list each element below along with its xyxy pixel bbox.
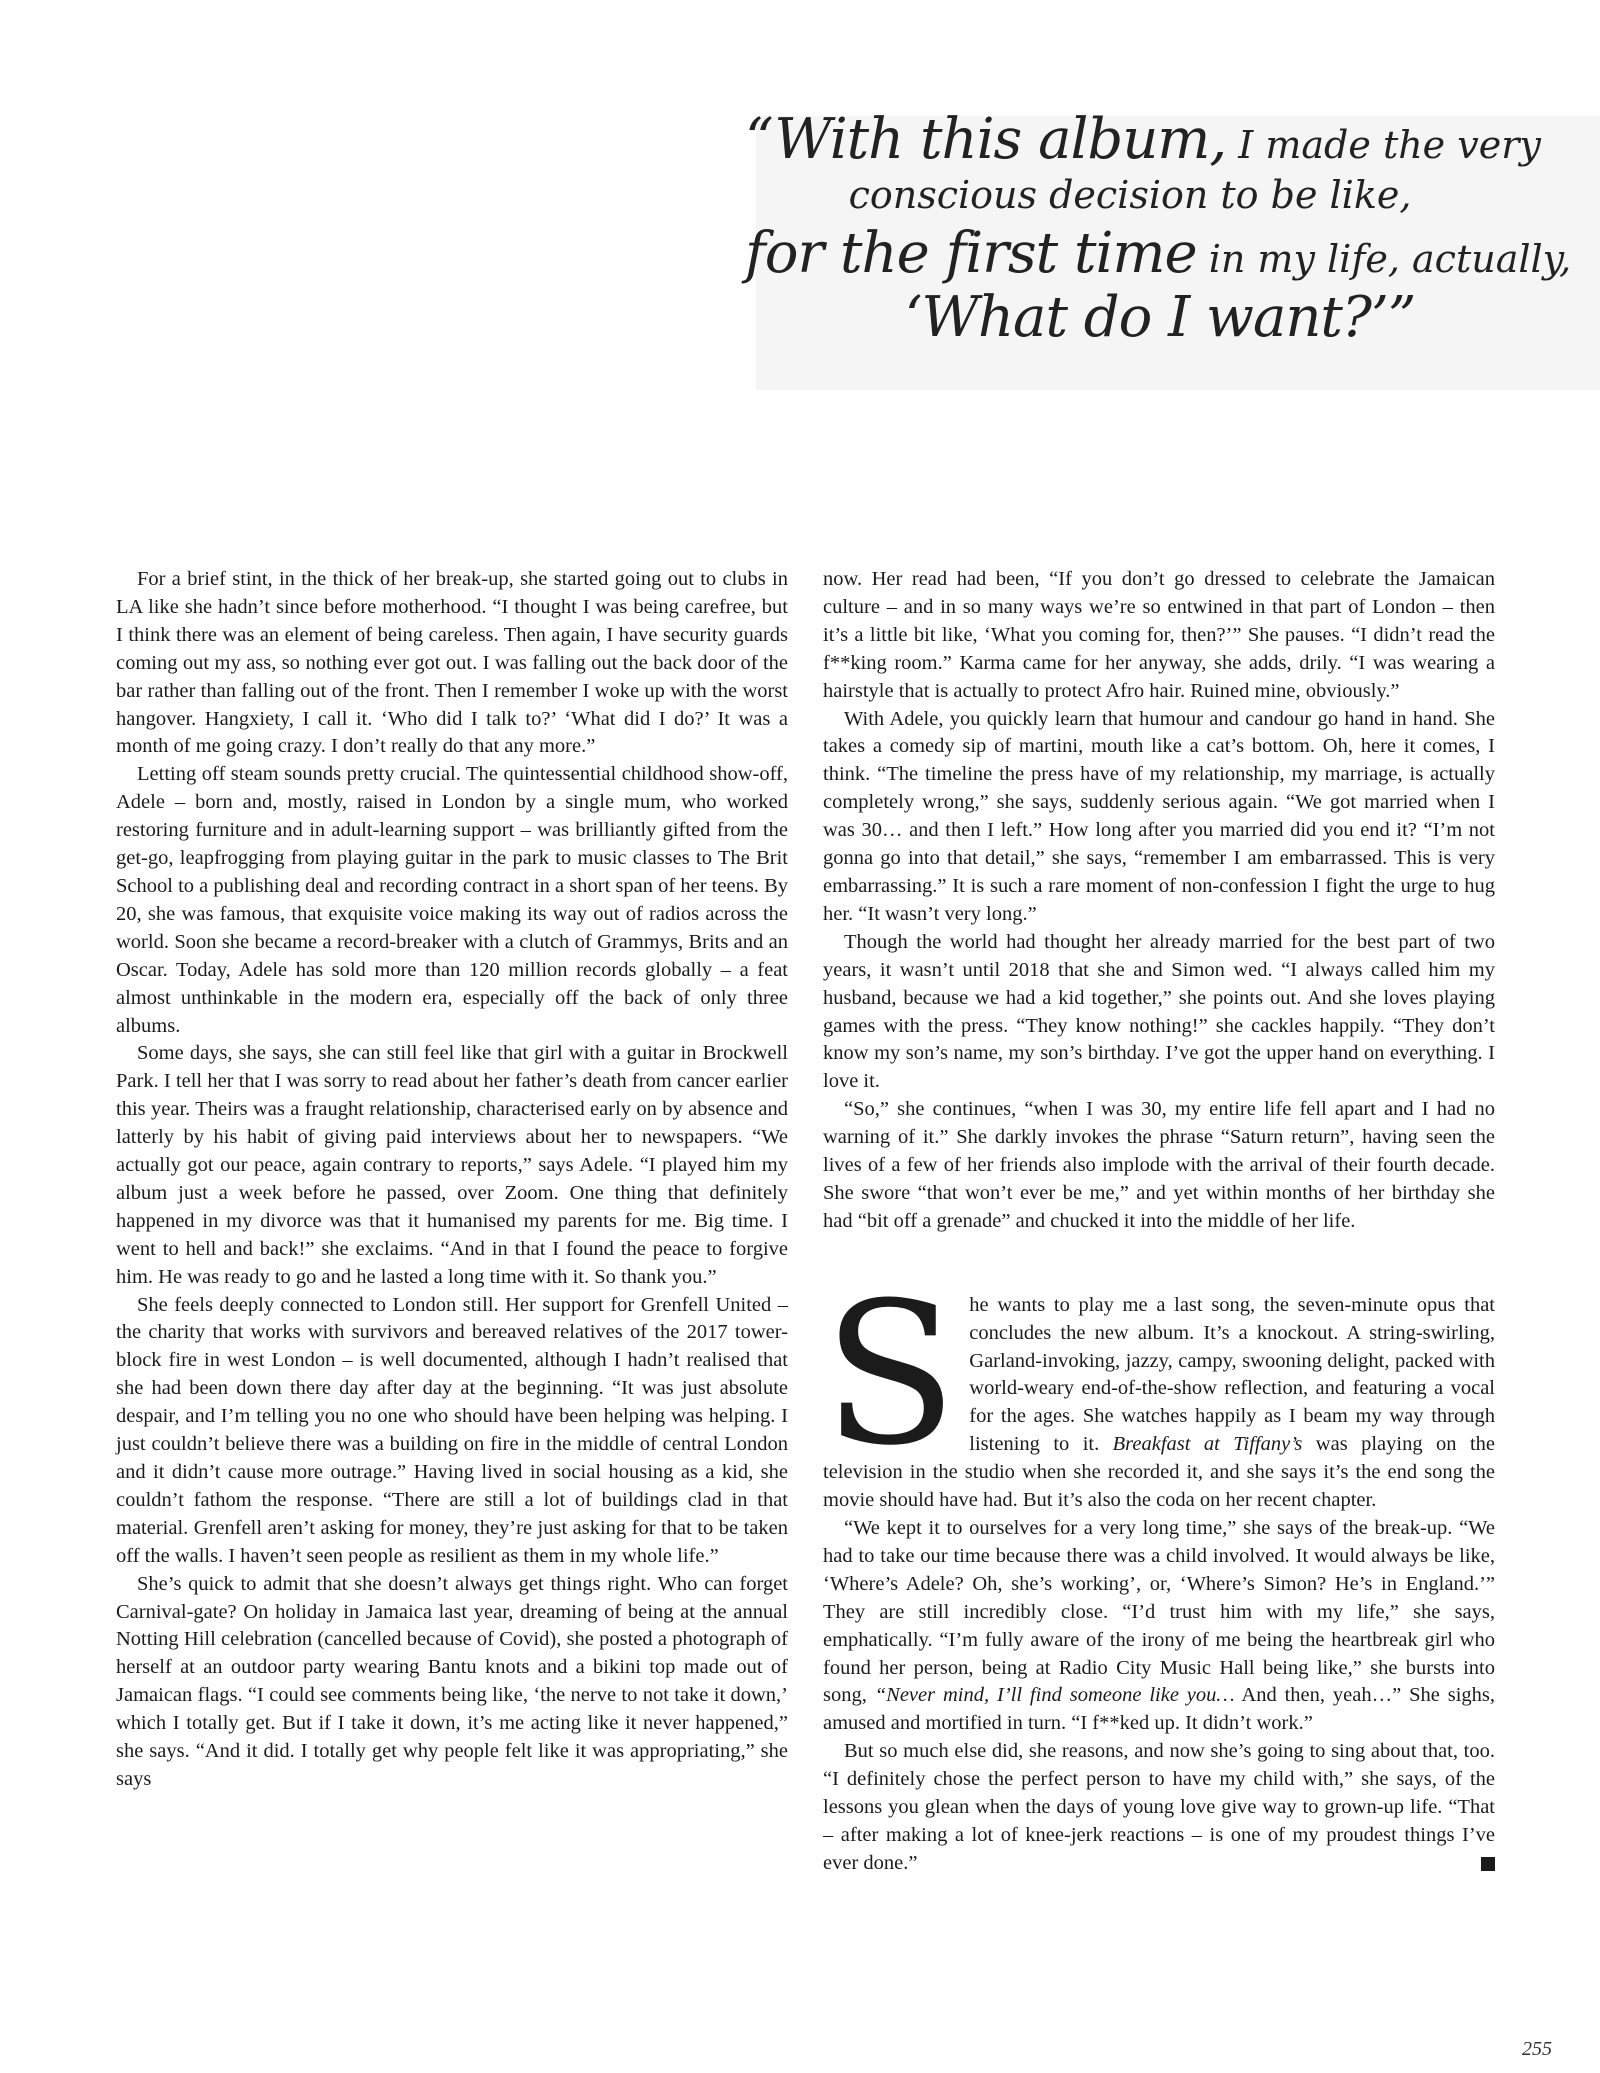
pull-quote-line <box>745 220 1572 287</box>
paragraph: Some days, she says, she can still feel like that girl with a guitar in Brockwell Park. I tell her that I was sorry to read about her father’s death from cancer earlier this year. Theirs was a fraught relationship, characterised early on by absence and latterly by his habit of giving paid interviews about her to newspapers. “We actually got our peace, again contrary to reports,” says Adele. “I played him my album just a week before he passed, over Zoom. One thing that definitely happened in my divorce was that it humanised my parents for me. Big time. I went to hell and back!” she exclaims. “And in that I found the peace to forgive him. He was ready to go and he lasted a long time with it. So thank you.” <box>116 1042 788 1288</box>
pull-quote-text: I made the very <box>1226 123 1541 167</box>
pull-quote-text: in my life, actually, <box>1196 236 1572 281</box>
pull-quote-line: ‘What do I want?’” <box>904 285 1416 351</box>
paragraph: For a brief stint, in the thick of her break-up, she started going out to clubs in LA like she hadn’t since before motherhood. “I thought I was being carefree, but I think there was an element of being careless. Then again, I have security guards coming out my ass, so nothing ever got out. I was falling out the back door of the bar rather than falling out of the front. Then I remember I woke up with the worst hangover. Hangxiety, I call it. ‘Who did I talk to?’ ‘What did I do?’ It was a month of me going crazy. I don’t really do that any more.” <box>116 568 788 758</box>
paragraph <box>823 1515 1495 1738</box>
paragraph-text: was playing on the television in the studio when she recorded it, and she says it’s the end song the movie should have had. But it’s also the coda on her recent chapter. <box>823 1433 1495 1512</box>
paragraph <box>823 1738 1495 1878</box>
pull-quote-line: conscious decision to be like, <box>848 173 1412 218</box>
paragraph: Letting off steam sounds pretty crucial. The quintessential childhood show-off, Adele – born and, mostly, raised in London by a single mum, who worked restoring furniture and in adult-learning support – was brilliantly gifted from the get-go, leapfrogging from playing guitar in the park to music classes to The Brit School to a publishing deal and recording contract in a short span of her teens. By 20, she was famous, that exquisite voice making its way out of radios across the world. Soon she became a record-breaker with a clutch of Grammys, Brits and an Oscar. Today, Adele has sold more than 120 million records globally – a feat almost unthinkable in the modern era, especially off the back of only three albums. <box>116 763 788 1037</box>
pull-quote-emphasis: “With this album, <box>745 107 1227 172</box>
page-number: 255 <box>1522 2038 1552 2060</box>
drop-cap: S <box>823 1260 958 1489</box>
paragraph: Though the world had thought her already married for the best part of two years, it wasn’t until 2018 that she and Simon wed. “I always called him my husband, because we had a kid together,” she points out. And she loves playing games with the press. “They know nothing!” she cackles happily. “They don’t know my son’s name, my son’s birthday. I’ve got the upper hand on everything. I love it. <box>823 930 1495 1093</box>
paragraph: “So,” she continues, “when I was 30, my entire life fell apart and I had no warning of it.” She darkly invokes the phrase “Saturn return”, having seen the lives of a few of her friends also implode with the arrival of their fourth decade. She swore “that won’t ever be me,” and yet within months of her birthday she had “bit off a grenade” and chucked it into the middle of her life. <box>823 1098 1495 1232</box>
end-mark-icon <box>1481 1857 1495 1871</box>
paragraph: now. Her read had been, “If you don’t go dressed to celebrate the Jamaican culture – and in so many ways we’re so entwined in that part of London – then it’s a little bit like, ‘What you coming for, then?’” She pauses. “I didn’t read the f**king room.” Karma came for her anyway, she adds, drily. “I was wearing a hairstyle that is actually to protect Afro hair. Ruined mine, obviously.” <box>823 568 1495 702</box>
paragraph-text: But so much else did, she reasons, and now she’s going to sing about that, too. “I definitely chose the perfect person to have my child with,” she says, of the lessons you glean when the days of young love give way to grown-up life. “That – after making a lot of knee-jerk reactions – is one of my proudest things I’ve ever done.” <box>823 1740 1495 1874</box>
article-column-right <box>823 566 1495 1878</box>
paragraph-text: And then, yeah…” She sighs, amused and mortified in turn. “I f**ked up. It didn’t work.” <box>823 1684 1495 1735</box>
song-lyric: “Never mind, I’ll find someone like you… <box>874 1684 1235 1707</box>
paragraph: With Adele, you quickly learn that humour and candour go hand in hand. She takes a comedy sip of martini, mouth like a cat’s bottom. Oh, here it comes, I think. “The timeline the press have of my relationship, my marriage, is actually completely wrong,” she says, suddenly serious again. “We got married when I was 30… and then I left.” How long after you married did you end it? “I’m not gonna go into that detail,” she says, “remember I am embarrassed. This is very embarrassing.” It is such a rare moment of non-confession I fight the urge to hug her. “It wasn’t very long.” <box>823 707 1495 925</box>
paragraph-text: “We kept it to ourselves for a very long time,” she says of the break-up. “We had to take our time because there was a child involved. It would always be like, ‘Where’s Adele? Oh, she’s working’, or, ‘Where’s Simon? He’s in England.’” They are still incredibly close. “I’d trust him with my life,” she says, emphatically. “I’m fully aware of the irony of me being the heartbreak girl who found her person, being at Radio City Music Hall being like,” she bursts into song, <box>823 1517 1495 1707</box>
film-title: Breakfast at Tiffany’s <box>1112 1433 1303 1456</box>
pull-quote-line <box>745 107 1541 172</box>
pull-quote-emphasis: for the first time <box>745 220 1197 286</box>
paragraph: She feels deeply connected to London still. Her support for Grenfell United – the charity that works with survivors and bereaved relatives of the 2017 tower-block fire in west London – is well documented, although I hadn’t realised that she had been down there day after day at the beginning. “It was just absolute despair, and I’m telling you no one who should have been helping was helping. I just couldn’t believe there was a building on fire in the middle of central London and it didn’t cause more outrage.” Having lived in social housing as a kid, she couldn’t fathom the response. “There are still a lot of buildings clad in that material. Grenfell aren’t asking for money, they’re just asking for that to be taken off the walls. I haven’t seen people as resilient as them in my whole life.” <box>116 1293 788 1567</box>
paragraph: She’s quick to admit that she doesn’t always get things right. Who can forget Carnival-gate? On holiday in Jamaica last year, dreaming of being at the annual Notting Hill celebration (cancelled because of Covid), she posted a photograph of herself at an outdoor party wearing Bantu knots and a bikini top made out of Jamaican flags. “I could see comments being like, ‘the nerve to not take it down,’ which I totally get. But if I take it down, it’s me acting like it never happened,” she says. “And it did. I totally get why people felt like it was appropriating,” she says <box>116 1572 788 1790</box>
article-column-left <box>116 566 788 1794</box>
paragraph-text: he wants to play me a last song, the seven-minute opus that concludes the new album. It’s a knockout. A string-swirling, Garland-invoking, jazzy, campy, swooning delight, packed with world-weary end-of-the-show reflection, and featuring a vocal for the ages. She watches happily as I beam my way through listening to it. <box>969 1293 1495 1456</box>
paragraph-dropcap <box>823 1260 1495 1515</box>
pull-quote <box>745 107 1572 351</box>
